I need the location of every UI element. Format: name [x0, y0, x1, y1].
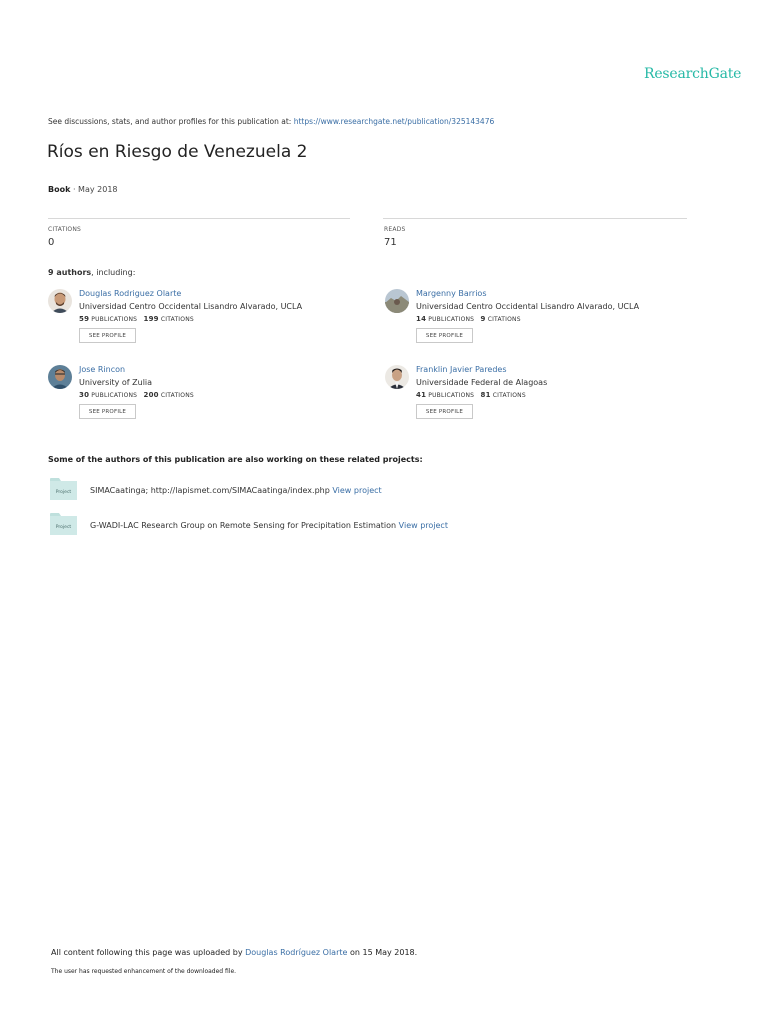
authors-suffix: , including: [91, 268, 136, 277]
citations-label: CITATIONS [160, 316, 194, 323]
authors-count: 9 authors [48, 268, 92, 277]
author-card [385, 365, 685, 435]
publications-label: PUBLICATIONS [428, 392, 475, 399]
publication-meta [48, 185, 118, 194]
author-stats [416, 391, 526, 399]
page-title: Ríos en Riesgo de Venezuela 2 [47, 142, 308, 162]
citations-divider [48, 218, 350, 219]
author-card [385, 289, 685, 359]
citations-label: CITATIONS [160, 392, 194, 399]
see-profile-button[interactable]: SEE PROFILE [79, 404, 136, 419]
citations-count: 200 [143, 391, 159, 399]
project-icon-label: Project [55, 490, 72, 495]
project-folder-icon [50, 513, 77, 535]
citations-count: 199 [143, 315, 159, 323]
author-name[interactable]: Franklin Javier Paredes [416, 365, 507, 374]
citations-count: 81 [480, 391, 491, 399]
citations-label: CITATIONS [487, 316, 521, 323]
view-project-link[interactable]: View project [332, 486, 382, 495]
authors-heading [48, 268, 135, 277]
publication-date: · May 2018 [70, 185, 118, 194]
author-institution: Universidad Centro Occidental Lisandro Alvarado, UCLA [79, 302, 303, 311]
reads-label: READS [384, 226, 406, 233]
author-card [48, 289, 348, 359]
publication-link[interactable]: https://www.researchgate.net/publication/325143476 [293, 117, 495, 126]
upload-prefix: All content following this page was uploaded by [51, 948, 246, 957]
project-item [48, 513, 648, 543]
author-name[interactable]: Douglas Rodriguez Olarte [79, 289, 182, 298]
author-stats [416, 315, 521, 323]
author-avatar[interactable] [385, 365, 409, 389]
author-stats [79, 315, 194, 323]
researchgate-logo[interactable]: ResearchGate [644, 66, 742, 82]
project-text [90, 521, 448, 530]
citations-label: CITATIONS [492, 392, 526, 399]
publications-count: 41 [416, 391, 427, 399]
upload-note [51, 948, 417, 957]
enhancement-note: The user has requested enhancement of the downloaded file. [51, 968, 237, 975]
discussion-line [48, 117, 494, 126]
view-project-link[interactable]: View project [398, 521, 448, 530]
project-title: G-WADI-LAC Research Group on Remote Sensing for Precipitation Estimation [90, 521, 397, 530]
author-institution: Universidade Federal de Alagoas [416, 378, 548, 387]
publications-label: PUBLICATIONS [428, 316, 475, 323]
author-name[interactable]: Margenny Barrios [416, 289, 487, 298]
upload-suffix: on 15 May 2018. [347, 948, 418, 957]
author-institution: University of Zulia [79, 378, 153, 387]
project-icon-label: Project [55, 525, 72, 530]
projects-heading: Some of the authors of this publication are also working on these related projects: [48, 455, 423, 464]
see-profile-button[interactable]: SEE PROFILE [416, 328, 473, 343]
reads-count: 71 [384, 237, 397, 248]
author-avatar[interactable] [48, 365, 72, 389]
publications-count: 59 [79, 315, 90, 323]
project-title: SIMACaatinga; http://lapismet.com/SIMACaatinga/index.php [90, 486, 330, 495]
publications-count: 14 [416, 315, 427, 323]
uploader-link[interactable]: Douglas Rodríguez Olarte [245, 948, 348, 957]
publications-count: 30 [79, 391, 90, 399]
author-stats [79, 391, 194, 399]
citations-count: 0 [48, 237, 55, 248]
publications-label: PUBLICATIONS [91, 392, 138, 399]
see-profile-button[interactable]: SEE PROFILE [79, 328, 136, 343]
publications-label: PUBLICATIONS [91, 316, 138, 323]
project-item [48, 478, 648, 508]
citations-label: CITATIONS [48, 226, 82, 233]
author-card [48, 365, 348, 435]
author-institution: Universidad Centro Occidental Lisandro Alvarado, UCLA [416, 302, 640, 311]
author-avatar[interactable] [385, 289, 409, 313]
author-avatar[interactable] [48, 289, 72, 313]
discussion-text: See discussions, stats, and author profiles for this publication at: [48, 117, 294, 126]
publication-type: Book [48, 185, 71, 194]
reads-divider [383, 218, 687, 219]
project-folder-icon [50, 478, 77, 500]
see-profile-button[interactable]: SEE PROFILE [416, 404, 473, 419]
citations-count: 9 [480, 315, 486, 323]
author-name[interactable]: Jose Rincon [79, 365, 126, 374]
project-text [90, 486, 382, 495]
